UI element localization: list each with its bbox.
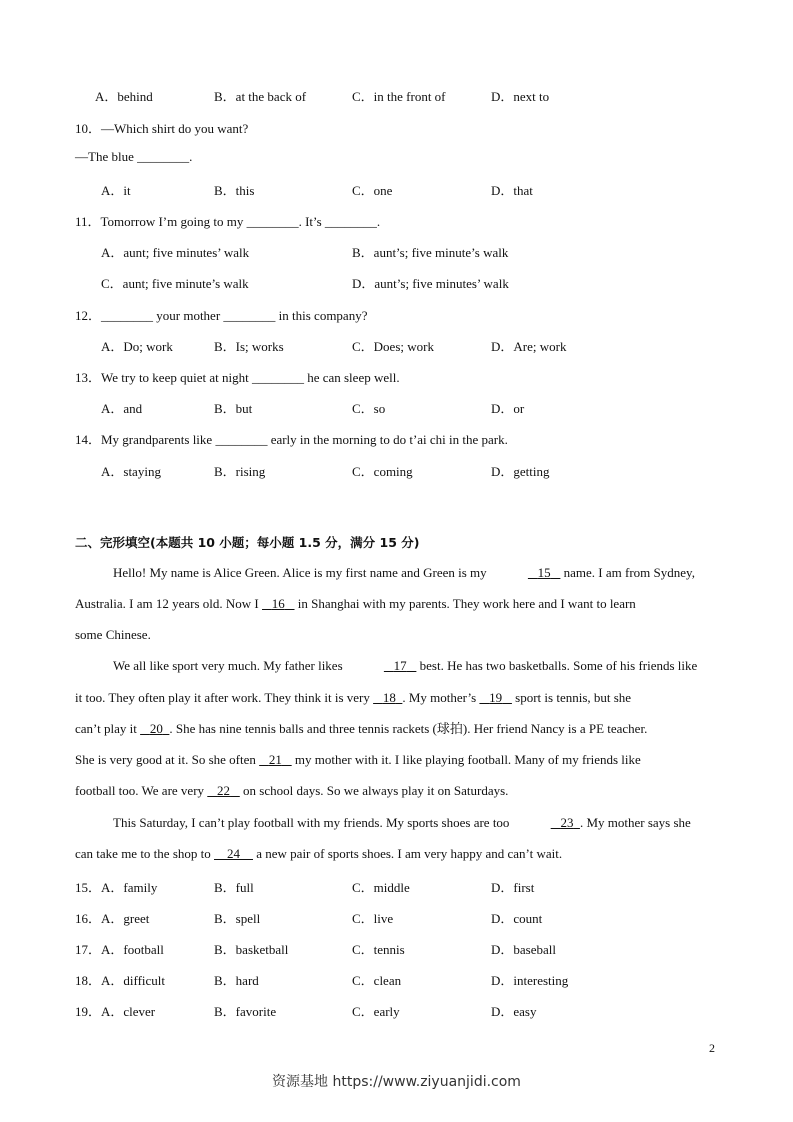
q13-stem: 13．We try to keep quiet at night ________ he can sleep well. — [75, 370, 400, 385]
q10-option-b: B．this — [214, 183, 255, 198]
passage-line: can take me to the shop to 24 a new pair of sports shoes. I am very happy and can’t wait. — [75, 846, 563, 861]
q9-option-d: D．next to — [491, 89, 550, 104]
blank-18: 18 — [382, 690, 396, 705]
section-heading: 二、完形填空(本题共 10 小题；每小题 1.5 分，满分 15 分) — [75, 535, 420, 550]
q12-option-c: C．Does; work — [352, 339, 434, 354]
footer-watermark: 资源基地 https://www.ziyuanjidi.com — [272, 1074, 521, 1090]
q16-option-c: C．live — [352, 911, 394, 926]
passage-line: This Saturday, I can’t play football with my friends. My sports shoes are too 23 . My mother says she — [113, 815, 691, 830]
q14-option-b: B．rising — [214, 464, 266, 479]
q14-option-c: C．coming — [352, 464, 413, 479]
blank-24: 24 — [227, 846, 240, 861]
passage-line: football too. We are very 22 on school days. So we always play it on Saturdays. — [75, 783, 509, 798]
q13-option-b: B．but — [214, 401, 253, 416]
q18-option-d: D．interesting — [491, 973, 569, 988]
q11-option-d: D．aunt’s; five minutes’ walk — [352, 276, 509, 291]
page-number: 2 — [709, 1041, 715, 1055]
blank-19: 19 — [489, 690, 503, 705]
blank-20: 20 — [149, 721, 163, 736]
blank-22: 22 — [217, 783, 231, 798]
passage-line: Hello! My name is Alice Green. Alice is my first name and Green is my 15 name. I am from Sydney, — [113, 565, 695, 580]
blank-15: 15 — [537, 565, 551, 580]
q14-option-a: A．staying — [101, 464, 161, 479]
q18-option-b: B．hard — [214, 973, 259, 988]
passage-line: She is very good at it. So she often 21 my mother with it. I like playing football. Many of my friends like — [75, 752, 641, 767]
q14-stem: 14．My grandparents like ________ early in the morning to do t’ai chi in the park. — [75, 432, 508, 447]
q17-option-b: B．basketball — [214, 942, 289, 957]
blank-23: 23 — [560, 815, 574, 830]
q11-option-b: B．aunt’s; five minute’s walk — [352, 245, 509, 260]
q18-option-a: 18．A．difficult — [75, 973, 166, 988]
q15-option-d: D．first — [491, 880, 535, 895]
q15-option-c: C．middle — [352, 880, 410, 895]
q10-option-d: D．that — [491, 183, 533, 198]
q12-option-b: B．Is; works — [214, 339, 284, 354]
blank-16: 16 — [271, 596, 285, 611]
q14-option-d: D．getting — [491, 464, 550, 479]
passage-line: some Chinese. — [75, 627, 151, 642]
q10-stem: 10．—Which shirt do you want? — [75, 121, 249, 136]
q17-option-a: 17．A．football — [75, 942, 164, 957]
q13-option-d: D．or — [491, 401, 525, 416]
passage-line: it too. They often play it after work. They think it is very 18 . My mother’s 19 sport is tennis, but she — [75, 690, 632, 705]
q12-stem: 12．________ your mother ________ in this company? — [75, 308, 368, 323]
q13-option-a: A．and — [101, 401, 143, 416]
q19-option-a: 19．A．clever — [75, 1004, 156, 1019]
q12-option-a: A．Do; work — [101, 339, 173, 354]
q9-option-c: C．in the front of — [352, 89, 446, 104]
q19-option-c: C．early — [352, 1004, 400, 1019]
q16-option-a: 16．A．greet — [75, 911, 150, 926]
passage-line: can’t play it 20 . She has nine tennis balls and three tennis rackets (球拍). Her friend Nancy is a PE teacher. — [75, 721, 648, 736]
q9-option-a: A．behind — [95, 89, 153, 104]
q10-reply: —The blue ________. — [75, 149, 193, 164]
blank-17: 17 — [393, 658, 407, 673]
q11-stem: 11．Tomorrow I’m going to my ________. It’s ________. — [75, 214, 381, 229]
q10-option-a: A．it — [101, 183, 131, 198]
q15-option-a: 15．A．family — [75, 880, 158, 895]
q15-option-b: B．full — [214, 880, 254, 895]
q16-option-b: B．spell — [214, 911, 261, 926]
passage-line: We all like sport very much. My father likes 17 best. He has two basketballs. Some of his friends like — [113, 658, 698, 673]
q19-option-d: D．easy — [491, 1004, 537, 1019]
q11-option-a: A．aunt; five minutes’ walk — [101, 245, 250, 260]
q16-option-d: D．count — [491, 911, 543, 926]
passage-line: Australia. I am 12 years old. Now I 16 in Shanghai with my parents. They work here and I want to learn — [75, 596, 636, 611]
q11-option-c: C．aunt; five minute’s walk — [101, 276, 249, 291]
blank-21: 21 — [268, 752, 282, 767]
q19-option-b: B．favorite — [214, 1004, 277, 1019]
q13-option-c: C．so — [352, 401, 386, 416]
q17-option-d: D．baseball — [491, 942, 556, 957]
q12-option-d: D．Are; work — [491, 339, 567, 354]
q9-option-b: B．at the back of — [214, 89, 307, 104]
q10-option-c: C．one — [352, 183, 393, 198]
q17-option-c: C．tennis — [352, 942, 405, 957]
q18-option-c: C．clean — [352, 973, 402, 988]
